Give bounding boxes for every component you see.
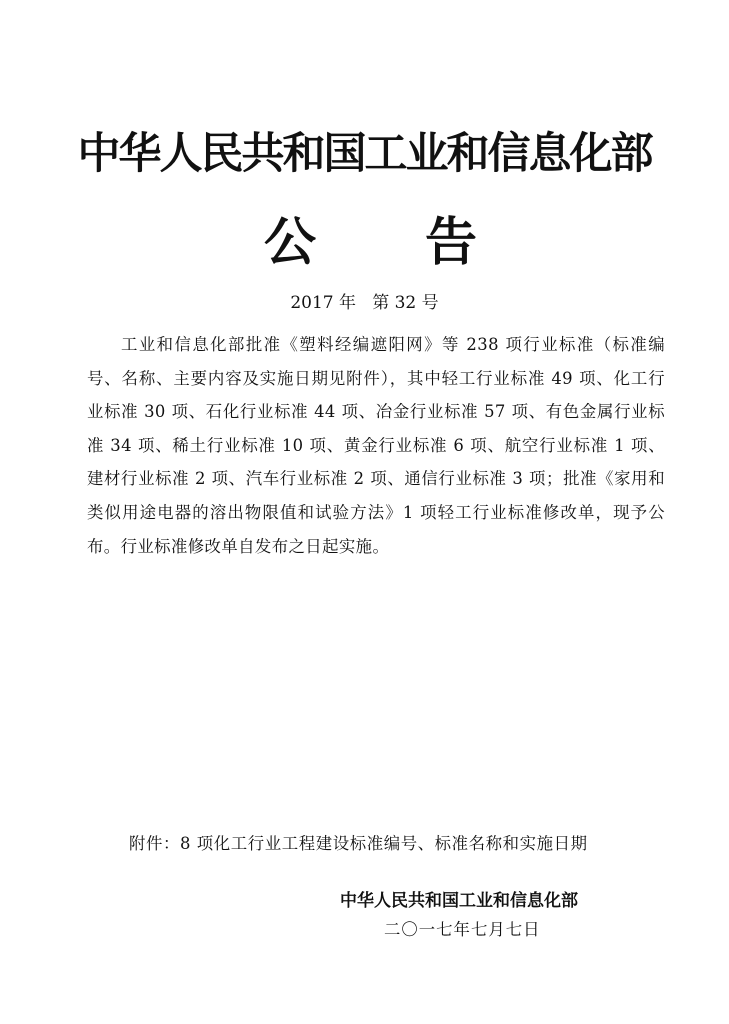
signature-date: 二〇一七年七月七日 [384, 920, 541, 939]
ministry-title: 中华人民共和国工业和信息化部 [77, 129, 652, 179]
notice-heading-char-1: 公 [264, 212, 317, 273]
notice-heading-char-2: 告 [425, 212, 478, 273]
notice-body-paragraph: 工业和信息化部批准《塑料经编遮阳网》等 238 项行业标准（标准编号、名称、主要内容及实施日期见附件），其中轻工行业标准 49 项、化工行业标准 30 项、石化行业标准 44 项、冶金行业标准 57 项、有色金属行业标准 34 项、稀土行业标准 10 项、黄金行业标准 6 项、航空行业标准 1 项、建材行业标准 2 项、汽车行业标准 2 项、通信行业标准 3 项；批准《家用和类似用途电器的溶出物限值和试验方法》1 项轻工行业标准修改单，现予公布。行业标准修改单自发布之日起实施。 [87, 335, 665, 556]
attachment-line: 附件：8 项化工行业工程建设标准编号、标准名称和实施日期 [129, 834, 588, 853]
notice-heading [0, 210, 729, 276]
signature-organization: 中华人民共和国工业和信息化部 [340, 891, 578, 911]
document-number: 2017 年 第 32 号 [290, 293, 439, 313]
